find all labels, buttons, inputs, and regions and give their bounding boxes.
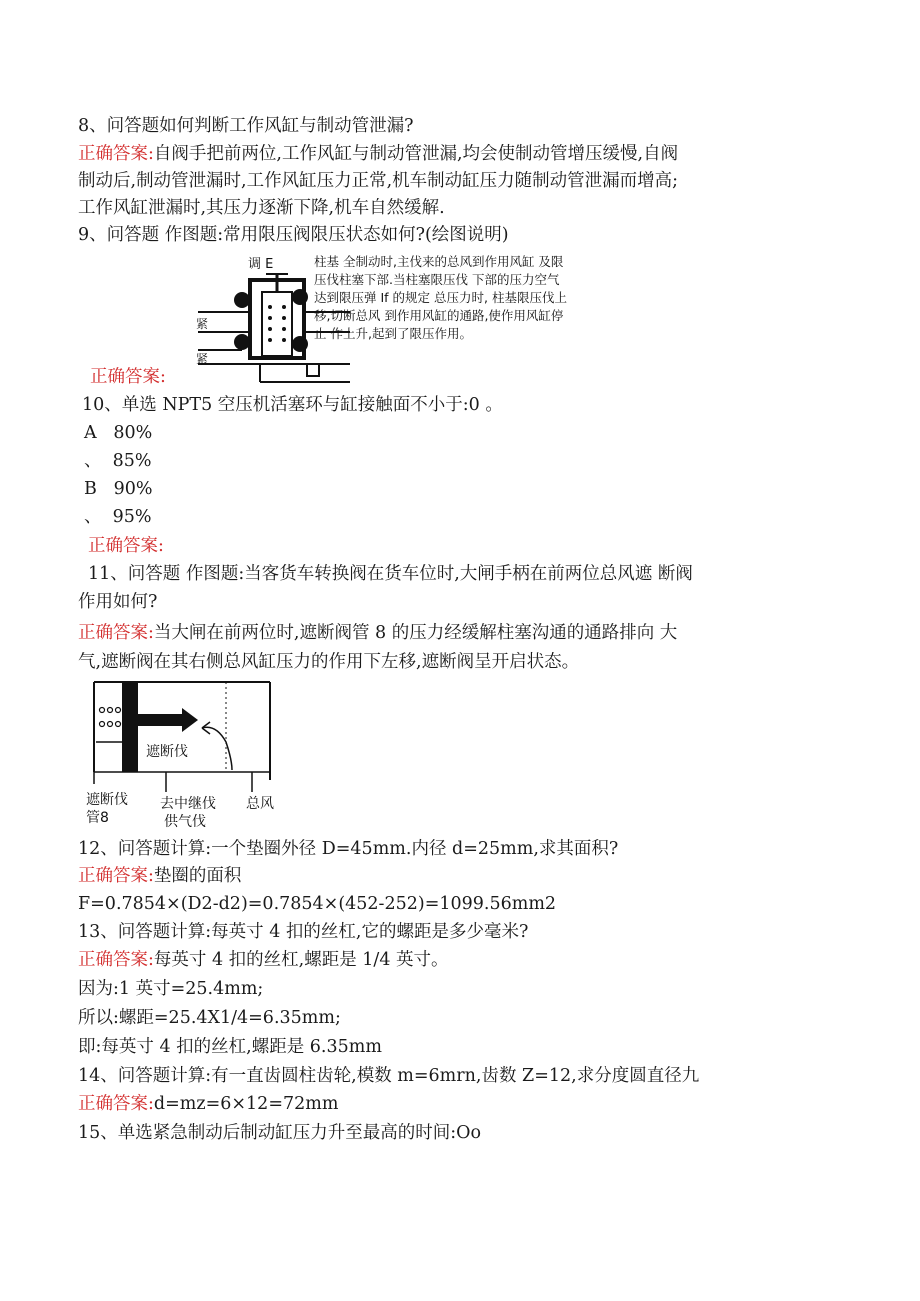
q14-answer-block (78, 1091, 338, 1117)
fig11-label-relay2: 供气伐 (164, 814, 206, 830)
answer-label: 正确答案: (78, 144, 154, 164)
answer-label: 正确答案: (78, 950, 154, 970)
q8-answer-block (78, 141, 678, 167)
fig9-text-4: 移,切断总风 到作用风缸的通路,使作用风缸停 (314, 308, 564, 323)
q11-answer-line2: 气,遮断阀在其右侧总风缸压力的作用下左移,遮断阀呈开启状态。 (78, 652, 580, 672)
q13-answer-block (78, 947, 449, 973)
fig9-text-3: 达到限压弹 If 的规定 总压力时, 柱基限压伐上 (314, 290, 567, 305)
option-text: 90% (113, 479, 153, 499)
q9-answer-label: 正确答案: (90, 367, 166, 387)
fig9-text-5: 止 作上升,起到了限压作用。 (314, 326, 472, 341)
port-circle-br (292, 336, 308, 352)
fig11-label-pipe1: 遮断伐 (86, 792, 128, 808)
option-letter: 、 (84, 507, 102, 527)
q8-answer-line1: 自阀手把前两位,工作风缸与制动管泄漏,均会使制动管增压缓慢,自阀 (153, 144, 679, 164)
flow-arrow-head (182, 708, 198, 732)
q13-answer: 每英寸 4 扣的丝杠,螺距是 1/4 英寸。 (153, 950, 449, 970)
cutoff-valve-body (122, 682, 138, 772)
q10-answer-label: 正确答案: (88, 536, 164, 556)
option-text: 80% (113, 423, 153, 443)
plunger-dots (268, 305, 286, 342)
answer-label: 正确答案: (78, 623, 154, 643)
q10-question: 10、单选 NPT5 空压机活塞环与缸接触面不小于:0 。 (82, 395, 503, 415)
option-text: 95% (112, 507, 152, 527)
flow-arrow-shaft (138, 714, 182, 726)
limit-valve-diagram (190, 252, 630, 387)
q14-question: 14、问答题计算:有一直齿圆柱齿轮,模数 m=6mrn,齿数 Z=12,求分度圆直径九 (78, 1066, 700, 1086)
fig11-label-valve: 遮断伐 (146, 744, 188, 760)
fig9-text-1: 柱基 全制动时,主伐来的总风到作用风缸 及限 (314, 254, 564, 269)
q9-question: 9、问答题 作图题:常用限压阀限压状态如何?(绘图说明) (78, 225, 509, 245)
valve-plunger (262, 292, 292, 356)
port-circle-tr (292, 289, 308, 305)
q10-option-a (84, 420, 152, 446)
option-text: 85% (112, 451, 152, 471)
q11-question: 11、问答题 作图题:当客货车转换阀在货车位时,大闸手柄在前两位总风遮 断阀 (88, 564, 693, 584)
cutoff-valve-diagram (86, 680, 286, 830)
q13-line1: 因为:1 英寸=25.4mm; (78, 979, 264, 999)
q8-question: 8、问答题如何判断工作风缸与制动管泄漏? (78, 116, 414, 136)
option-letter: A (84, 423, 97, 443)
q13-line3: 即:每英寸 4 扣的丝杠,螺距是 6.35mm (78, 1037, 382, 1057)
q14-answer: d=mz=6×12=72mm (153, 1094, 339, 1114)
q11-question-line2: 作用如何? (78, 592, 158, 612)
q13-question: 13、问答题计算:每英寸 4 扣的丝杠,它的螺距是多少毫米? (78, 922, 529, 942)
option-letter: B (84, 479, 97, 499)
fig11-label-pipe2: 管8 (86, 810, 109, 826)
port-circle-tl (234, 292, 250, 308)
q10-option-2 (84, 448, 152, 474)
q8-answer-line2: 制动后,制动管泄漏时,工作风缸压力正常,机车制动缸压力随制动管泄漏而增高; (78, 171, 679, 191)
fig9-label-jin2: 紧 (196, 352, 209, 366)
q12-formula: F=0.7854×(D2-d2)=0.7854×(452-252)=1099.56mm2 (78, 894, 557, 914)
port-circle-bl (234, 334, 250, 350)
fig9-label-top: 调 E (248, 257, 274, 272)
q13-line2: 所以:螺距=25.4X1/4=6.35mm; (78, 1008, 341, 1028)
fig11-label-relay1: 去中继伐 (160, 796, 216, 812)
hole-dots (100, 708, 121, 727)
answer-label: 正确答案: (78, 1094, 154, 1114)
q10-option-4 (84, 504, 152, 530)
q11-answer-line1: 当大闸在前两位时,遮断阀管 8 的压力经缓解柱塞沟通的通路排向 大 (153, 623, 678, 643)
option-letter: 、 (84, 451, 102, 471)
q10-option-b (84, 476, 152, 502)
q12-question: 12、问答题计算:一个垫圈外径 D=45mm.内径 d=25mm,求其面积? (78, 839, 619, 859)
q12-answer: 垫圈的面积 (153, 866, 242, 886)
fig11-label-main: 总风 (246, 796, 274, 812)
q11-answer-block (78, 620, 677, 646)
answer-label: 正确答案: (78, 866, 154, 886)
fig9-text-2: 压伐柱塞下部.当柱塞限压伐 下部的压力空气 (314, 272, 560, 287)
q12-answer-block (78, 863, 241, 889)
fig9-label-jin1: 紧 (196, 317, 209, 331)
q15-question: 15、单选紧急制动后制动缸压力升至最高的时间:Oo (78, 1123, 482, 1143)
q8-answer-line3: 工作风缸泄漏时,其压力逐渐下降,机车自然缓解. (78, 198, 445, 218)
